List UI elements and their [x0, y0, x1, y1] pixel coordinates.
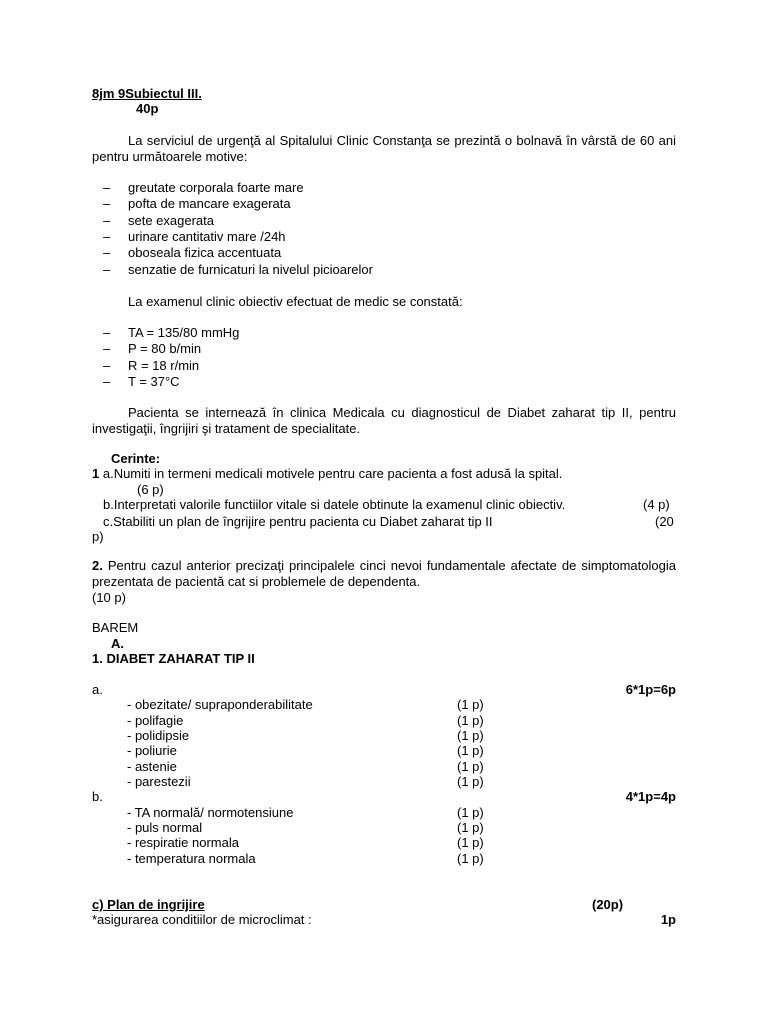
symptom-item: oboseala fizica accentuata — [128, 245, 282, 260]
answer-points: (1 p) — [457, 805, 484, 820]
symptom-item: senzatie de furnicaturi la nivelul picioarelor — [128, 262, 373, 277]
question-1c-points-end: p) — [92, 529, 104, 544]
part-c-item: *asigurarea conditiilor de microclimat : — [92, 912, 312, 927]
list-bullet: – — [103, 341, 111, 356]
answer-points: (1 p) — [457, 759, 484, 774]
answer-points: (1 p) — [457, 713, 484, 728]
list-bullet: – — [103, 196, 111, 211]
page-title: 8jm 9Subiectul III. — [92, 86, 202, 101]
answer-points: (1 p) — [457, 820, 484, 835]
exam-paragraph: La examenul clinic obiectiv efectuat de medic se constată: — [128, 294, 463, 309]
question-1b-points: (4 p) — [643, 497, 670, 512]
vital-item: TA = 135/80 mmHg — [128, 325, 240, 340]
question-1b: b.Interpretati valorile functiilor vitale si datele obtinute la examenul clinic obiectiv. — [103, 497, 566, 512]
answer-points: (1 p) — [457, 835, 484, 850]
list-bullet: – — [103, 180, 111, 195]
answer-item: - poliurie — [127, 743, 177, 758]
symptom-item: greutate corporala foarte mare — [128, 180, 304, 195]
question-1a-points: (6 p) — [137, 482, 164, 497]
symptom-item: sete exagerata — [128, 213, 215, 228]
symptom-item: pofta de mancare exagerata — [128, 196, 291, 211]
answer-points: (1 p) — [457, 743, 484, 758]
question-2-points: (10 p) — [92, 590, 126, 605]
list-bullet: – — [103, 229, 111, 244]
question-2 — [92, 558, 676, 590]
answer-item: - obezitate/ supraponderabilitate — [127, 697, 313, 712]
list-bullet: – — [103, 262, 111, 277]
question-number: 2. — [92, 558, 103, 573]
answer-points: (1 p) — [457, 774, 484, 789]
part-a-total: 6*1p=6p — [625, 682, 676, 697]
answer-item: - puls normal — [127, 820, 203, 835]
part-c-points: (20p) — [592, 897, 624, 912]
answer-item: - temperatura normala — [127, 851, 256, 866]
list-bullet: – — [103, 325, 111, 340]
vital-item: T = 37°C — [128, 374, 180, 389]
part-c-item-points: 1p — [660, 912, 676, 927]
barem-section: A. — [111, 636, 124, 651]
part-a-label: a. — [92, 682, 103, 697]
question-1c: c.Stabiliti un plan de îngrijire pentru pacienta cu Diabet zaharat tip II — [103, 514, 493, 529]
question-1c-points: (20 — [655, 514, 674, 529]
part-b-total: 4*1p=4p — [625, 789, 676, 804]
part-c-heading: c) Plan de ingrijire — [92, 897, 205, 912]
answer-item: - parestezii — [127, 774, 191, 789]
answer-item: - polifagie — [127, 713, 184, 728]
requirements-heading: Cerinte: — [111, 451, 161, 466]
barem-label: BAREM — [92, 620, 139, 635]
symptom-item: urinare cantitativ mare /24h — [128, 229, 286, 244]
part-b-label: b. — [92, 789, 103, 804]
diagnosis-heading: 1. DIABET ZAHARAT TIP II — [92, 651, 255, 666]
answer-item: - respiratie normala — [127, 835, 239, 850]
vital-item: P = 80 b/min — [128, 341, 202, 356]
answer-points: (1 p) — [457, 728, 484, 743]
answer-item: - polidipsie — [127, 728, 190, 743]
intro-paragraph: La serviciul de urgenţă al Spitalului Clinic Constanţa se prezintă o bolnavă în vârstă de 60 ani pentru următoarele motive: — [92, 133, 676, 164]
list-bullet: – — [103, 358, 111, 373]
admission-paragraph: Pacienta se internează în clinica Medicala cu diagnosticul de Diabet zaharat tip II, pentru investigaţii, îngrijiri şi tratament de specialitate. — [92, 405, 676, 436]
title-points: 40p — [136, 101, 159, 116]
question-number: 1 — [92, 466, 100, 481]
answer-points: (1 p) — [457, 851, 484, 866]
answer-item: - astenie — [127, 759, 177, 774]
vital-item: R = 18 r/min — [128, 358, 200, 373]
question-text: a.Numiti in termeni medicali motivele pentru care pacienta a fost adusă la spital. — [99, 466, 563, 481]
answer-points: (1 p) — [457, 697, 484, 712]
list-bullet: – — [103, 374, 111, 389]
question-1a — [92, 466, 562, 482]
answer-item: - TA normală/ normotensiune — [127, 805, 294, 820]
question-text: Pentru cazul anterior precizaţi principalele cinci nevoi fundamentale afectate de simptomatologia prezentata de pacientă cat si problemele de dependenta. — [92, 558, 676, 589]
list-bullet: – — [103, 245, 111, 260]
list-bullet: – — [103, 213, 111, 228]
